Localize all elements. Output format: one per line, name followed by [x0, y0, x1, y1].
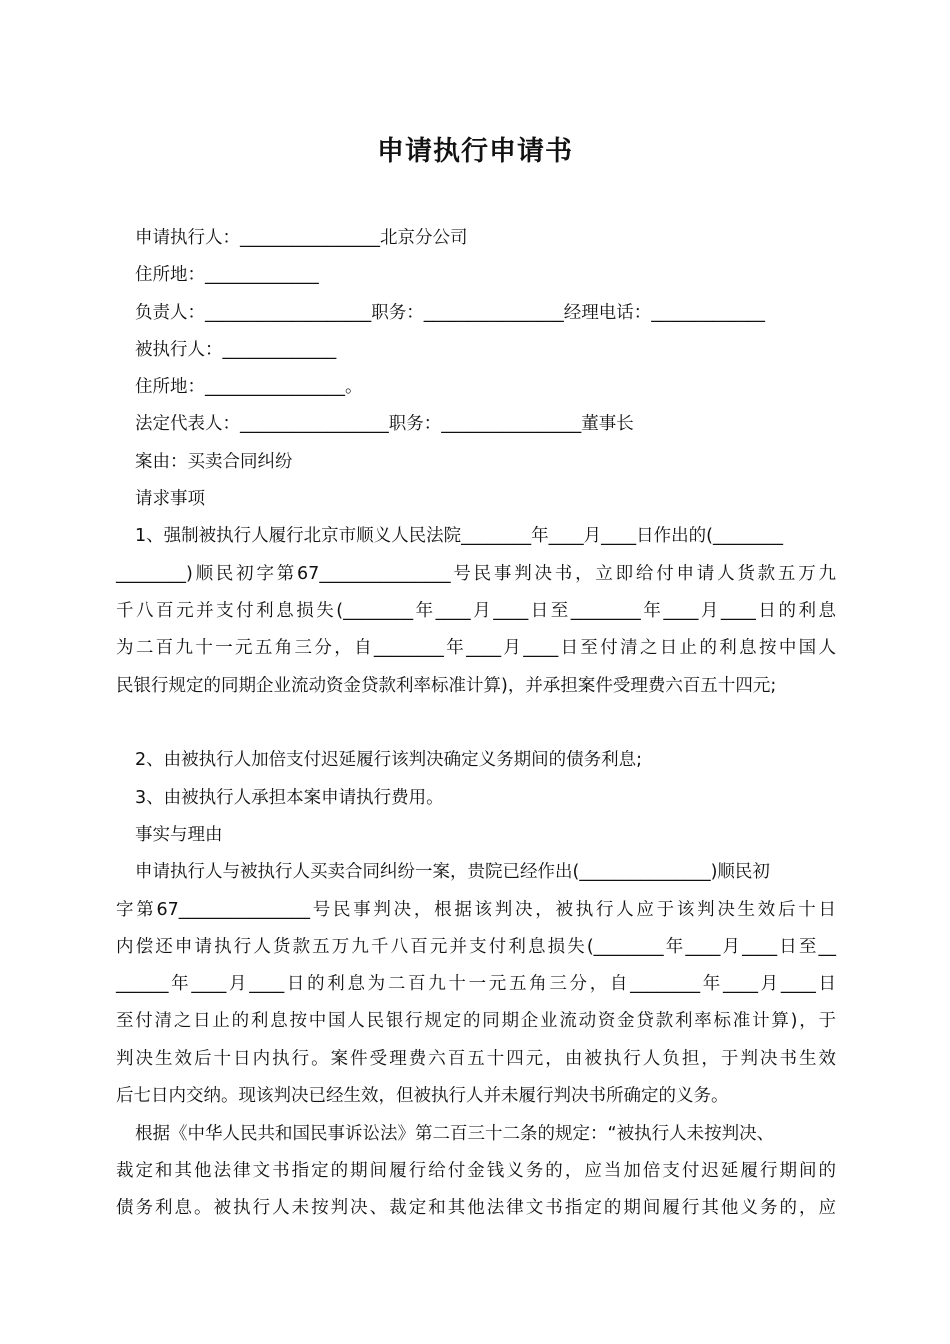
- legal-representative-field: 法定代表人：_________________职务：________________董事长: [135, 414, 634, 434]
- respondent-field: 被执行人：_____________: [135, 340, 337, 360]
- applicant-address-field: 住所地：_____________: [135, 265, 319, 285]
- facts-paragraph-line: 判决生效后十日内执行。案件受理费六百五十四元，由被执行人负担，于判决书生效: [116, 1049, 836, 1069]
- facts-heading: 事实与理由: [135, 825, 223, 845]
- request-item-1-line: 1、强制被执行人履行北京市顺义人民法院________年____月____日作出的(________: [135, 526, 783, 546]
- facts-paragraph-line: 申请执行人与被执行人买卖合同纠纷一案，贵院已经作出(_______________)顺民初: [135, 862, 770, 882]
- request-item-3: 3、由被执行人承担本案申请执行费用。: [135, 788, 444, 808]
- facts-paragraph-line: 后七日内交纳。现该判决已经生效，但被执行人并未履行判决书所确定的义务。: [116, 1086, 729, 1106]
- document-title: 申请执行申请书: [377, 136, 573, 167]
- applicant-field: 申请执行人：________________北京分公司: [135, 228, 468, 248]
- request-item-2: 2、由被执行人加倍支付迟延履行该判决确定义务期间的债务利息;: [135, 750, 643, 770]
- respondent-address-field: 住所地：________________。: [135, 377, 363, 397]
- responsible-person-field: 负责人：___________________职务：________________经理电话：_____________: [135, 303, 765, 323]
- facts-paragraph-line: ______年____月____日的利息为二百九十一元五角三分，自________年____月____日: [116, 974, 836, 994]
- facts-paragraph-line: 内偿还申请执行人货款五万九千八百元并支付利息损失(________年____月____日至__: [116, 937, 836, 957]
- facts-paragraph-line: 至付清之日止的利息按中国人民银行规定的同期企业流动资金贷款利率标准计算)，于: [116, 1011, 836, 1031]
- case-cause-field: 案由：买卖合同纠纷: [135, 452, 293, 472]
- request-item-1-line: ________)顺民初字第67_______________号民事判决书，立即给付申请人货款五万九: [116, 564, 836, 584]
- request-items-heading: 请求事项: [135, 489, 205, 509]
- request-item-1-line: 为二百九十一元五角三分，自________年____月____日至付清之日止的利息按中国人: [116, 638, 836, 658]
- law-paragraph-line: 债务利息。被执行人未按判决、裁定和其他法律文书指定的期间履行其他义务的，应: [116, 1198, 836, 1218]
- facts-paragraph-line: 字第67_______________号民事判决，根据该判决，被执行人应于该判决生效后十日: [116, 900, 836, 920]
- law-paragraph-line: 根据《中华人民共和国民事诉讼法》第二百三十二条的规定：“被执行人未按判决、: [135, 1124, 775, 1144]
- request-item-1-line: 民银行规定的同期企业流动资金贷款利率标准计算)，并承担案件受理费六百五十四元;: [116, 676, 777, 696]
- request-item-1-line: 千八百元并支付利息损失(________年____月____日至________年____月____日的利息: [116, 601, 836, 621]
- law-paragraph-line: 裁定和其他法律文书指定的期间履行给付金钱义务的，应当加倍支付迟延履行期间的: [116, 1161, 836, 1181]
